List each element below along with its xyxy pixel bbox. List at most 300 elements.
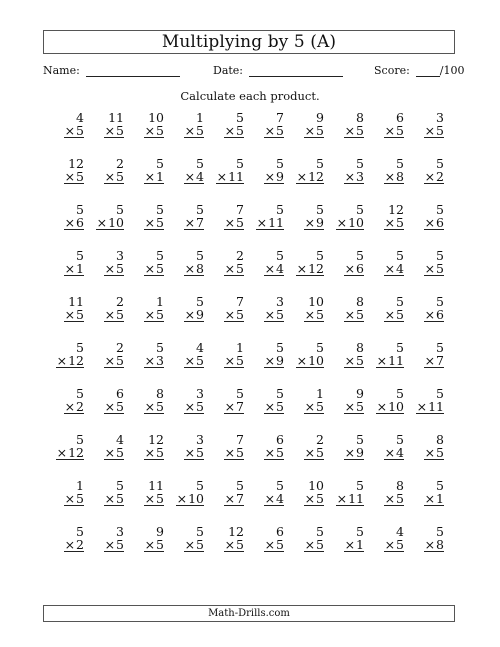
multiplier: 5 [316,491,324,506]
multiplicand: 5 [436,248,444,263]
times-sign: × [56,353,68,368]
times-sign: × [296,261,308,276]
multiplier: 5 [276,537,284,552]
multiplication-problem [252,387,292,433]
multiplicand: 11 [68,294,84,309]
multiplicand: 6 [396,110,404,125]
multiplicand: 11 [108,110,124,125]
score-blank [416,64,440,77]
times-sign: × [184,353,196,368]
multiplier-line [296,354,324,368]
multiplicand: 5 [356,524,364,539]
multiplier-line [144,354,164,368]
times-sign: × [296,169,308,184]
multiplication-problem [252,203,292,249]
multiplier: 5 [316,445,324,460]
multiplier-line [184,216,204,230]
multiplication-problem [252,433,292,479]
multiplicand: 1 [316,386,324,401]
multiplicand: 1 [196,110,204,125]
multiplicand: 5 [396,340,404,355]
multiplier-line [296,262,324,276]
multiplier: 5 [356,399,364,414]
times-sign: × [264,491,276,506]
multiplier: 5 [236,215,244,230]
multiplier-line [344,124,364,138]
multiplier-line [344,170,364,184]
multiplicand: 8 [396,478,404,493]
times-sign: × [184,445,196,460]
times-sign: × [384,169,396,184]
multiplier: 10 [388,399,404,414]
multiplicand: 5 [116,478,124,493]
multiplicand: 7 [236,202,244,217]
multiplier-line [264,400,284,414]
multiplicand: 5 [356,432,364,447]
multiplier: 7 [196,215,204,230]
multiplication-problem [132,387,172,433]
multiplicand: 5 [236,110,244,125]
times-sign: × [344,537,356,552]
multiplier: 9 [196,307,204,322]
multiplication-problem [332,433,372,479]
multiplication-problem [412,433,452,479]
multiplication-problem [372,295,412,341]
multiplier-line [104,538,124,552]
multiplier: 2 [76,399,84,414]
multiplication-problem [172,111,212,157]
multiplier: 5 [156,537,164,552]
multiplier: 5 [76,123,84,138]
multiplication-problem [132,525,172,571]
multiplicand: 9 [316,110,324,125]
multiplier-line [64,170,84,184]
multiplier: 5 [316,399,324,414]
multiplication-problem [212,433,252,479]
multiplier-line [264,262,284,276]
multiplication-problem [372,433,412,479]
multiplicand: 5 [396,156,404,171]
multiplication-problem [52,111,92,157]
multiplication-problem [412,295,452,341]
multiplier: 5 [236,537,244,552]
multiplicand: 5 [436,294,444,309]
multiplicand: 9 [156,524,164,539]
multiplicand: 3 [436,110,444,125]
times-sign: × [384,261,396,276]
multiplier: 5 [276,445,284,460]
multiplier: 5 [316,537,324,552]
multiplier-line [224,262,244,276]
multiplicand: 8 [436,432,444,447]
times-sign: × [384,307,396,322]
multiplier-line [264,124,284,138]
multiplier-line [144,538,164,552]
multiplier-line [344,400,364,414]
multiplier-line [416,400,444,414]
times-sign: × [424,169,436,184]
multiplier-line [104,400,124,414]
multiplicand: 12 [388,202,404,217]
times-sign: × [296,353,308,368]
multiplicand: 5 [276,156,284,171]
multiplier: 12 [68,445,84,460]
multiplier: 8 [196,261,204,276]
multiplier-line [424,354,444,368]
multiplier: 5 [156,215,164,230]
instructions: Calculate each product. [180,89,320,103]
multiplier-line [144,124,164,138]
multiplicand: 5 [436,478,444,493]
multiplier: 2 [436,169,444,184]
multiplier: 5 [196,537,204,552]
multiplication-problem [332,157,372,203]
multiplication-problem [292,479,332,525]
multiplication-problem [52,341,92,387]
multiplier-line [344,538,364,552]
times-sign: × [104,399,116,414]
multiplier: 5 [236,261,244,276]
multiplier: 8 [396,169,404,184]
times-sign: × [264,445,276,460]
multiplicand: 2 [116,340,124,355]
multiplier: 11 [348,491,364,506]
multiplier-line [264,354,284,368]
times-sign: × [424,445,436,460]
multiplier-line [336,492,364,506]
multiplier-line [64,538,84,552]
multiplier: 5 [396,215,404,230]
multiplier: 5 [236,353,244,368]
times-sign: × [344,353,356,368]
multiplier-line [384,308,404,322]
multiplier-line [216,170,244,184]
multiplication-problem [292,525,332,571]
multiplier-line [424,538,444,552]
multiplication-problem [92,341,132,387]
times-sign: × [344,445,356,460]
times-sign: × [224,215,236,230]
multiplication-problem [252,111,292,157]
multiplicand: 5 [196,524,204,539]
multiplication-problem [132,479,172,525]
times-sign: × [184,123,196,138]
multiplication-problem [92,157,132,203]
multiplier-line [64,308,84,322]
multiplicand: 12 [148,432,164,447]
times-sign: × [344,307,356,322]
multiplication-problem [372,249,412,295]
multiplier-line [104,170,124,184]
multiplication-problem [172,387,212,433]
multiplicand: 5 [236,478,244,493]
multiplicand: 3 [276,294,284,309]
times-sign: × [184,261,196,276]
multiplicand: 6 [116,386,124,401]
multiplier: 5 [396,537,404,552]
multiplicand: 5 [76,248,84,263]
times-sign: × [216,169,228,184]
multiplicand: 7 [276,110,284,125]
multiplication-problem [92,387,132,433]
multiplicand: 10 [308,294,324,309]
multiplier: 10 [188,491,204,506]
times-sign: × [264,261,276,276]
multiplication-problem [332,387,372,433]
multiplier-line [424,308,444,322]
multiplicand: 2 [116,156,124,171]
multiplier: 5 [436,445,444,460]
multiplicand: 5 [236,386,244,401]
multiplier-line [304,538,324,552]
multiplier: 5 [356,123,364,138]
times-sign: × [64,307,76,322]
multiplication-problem [412,111,452,157]
multiplier-line [424,124,444,138]
multiplication-problem [52,157,92,203]
multiplicand: 3 [116,248,124,263]
multiplicand: 1 [236,340,244,355]
multiplier-line [264,170,284,184]
multiplier: 11 [268,215,284,230]
multiplier-line [376,354,404,368]
multiplier-line [224,216,244,230]
times-sign: × [304,123,316,138]
times-sign: × [64,215,76,230]
multiplicand: 5 [236,156,244,171]
multiplier: 4 [196,169,204,184]
multiplier-line [224,538,244,552]
multiplication-problem [372,203,412,249]
multiplier: 3 [356,169,364,184]
name-field [43,64,180,77]
multiplication-problem [132,157,172,203]
times-sign: × [304,215,316,230]
multiplication-problem [332,111,372,157]
multiplier-line [184,354,204,368]
multiplier-line [264,538,284,552]
multiplier-line [104,308,124,322]
multiplication-problem [172,433,212,479]
multiplier: 5 [276,123,284,138]
multiplier: 5 [116,491,124,506]
multiplier-line [144,400,164,414]
times-sign: × [144,215,156,230]
multiplier: 5 [316,123,324,138]
multiplicand: 5 [196,478,204,493]
multiplication-problem [412,203,452,249]
multiplier-line [176,492,204,506]
times-sign: × [224,261,236,276]
multiplication-problem [252,249,292,295]
multiplication-problem [372,341,412,387]
multiplicand: 5 [76,340,84,355]
multiplier: 5 [116,169,124,184]
multiplication-problem [292,433,332,479]
multiplication-problem [92,203,132,249]
multiplicand: 5 [436,386,444,401]
multiplication-problem [412,479,452,525]
times-sign: × [144,123,156,138]
multiplier: 7 [436,353,444,368]
multiplication-problem [172,525,212,571]
multiplicand: 2 [236,248,244,263]
times-sign: × [64,261,76,276]
multiplicand: 12 [68,156,84,171]
multiplier-line [64,124,84,138]
multiplication-problem [212,387,252,433]
times-sign: × [144,491,156,506]
multiplicand: 5 [396,294,404,309]
multiplier: 1 [356,537,364,552]
multiplier-line [144,262,164,276]
multiplicand: 4 [76,110,84,125]
multiplier-line [424,170,444,184]
multiplicand: 3 [196,432,204,447]
multiplier: 5 [156,261,164,276]
multiplier: 9 [356,445,364,460]
multiplicand: 5 [356,478,364,493]
multiplier: 5 [156,123,164,138]
multiplier-line [184,262,204,276]
times-sign: × [384,491,396,506]
multiplier-line [56,354,84,368]
times-sign: × [304,537,316,552]
multiplier: 5 [196,399,204,414]
multiplication-problem [292,157,332,203]
multiplier-line [424,492,444,506]
multiplier: 6 [356,261,364,276]
multiplier-line [56,446,84,460]
multiplication-problem [132,295,172,341]
multiplication-problem [332,479,372,525]
multiplier-line [184,538,204,552]
multiplier-line [184,170,204,184]
multiplier-line [344,446,364,460]
times-sign: × [64,169,76,184]
times-sign: × [384,215,396,230]
multiplication-problem [292,295,332,341]
score-field [374,64,465,77]
multiplier-line [384,538,404,552]
multiplier: 4 [276,261,284,276]
multiplier-line [224,492,244,506]
multiplier: 4 [276,491,284,506]
multiplier-line [304,124,324,138]
multiplier: 5 [356,307,364,322]
multiplier: 1 [436,491,444,506]
multiplicand: 4 [116,432,124,447]
multiplicand: 5 [276,386,284,401]
multiplication-problem [92,111,132,157]
times-sign: × [224,537,236,552]
multiplication-problem [372,111,412,157]
multiplicand: 5 [356,202,364,217]
multiplication-problem [332,249,372,295]
multiplicand: 5 [76,386,84,401]
times-sign: × [384,537,396,552]
multiplier-line [344,308,364,322]
multiplication-problem [92,525,132,571]
multiplicand: 2 [316,432,324,447]
multiplicand: 8 [356,340,364,355]
multiplicand: 5 [116,202,124,217]
multiplication-problem [252,341,292,387]
times-sign: × [344,169,356,184]
multiplier: 6 [76,215,84,230]
multiplier: 5 [116,123,124,138]
times-sign: × [424,537,436,552]
multiplicand: 5 [316,156,324,171]
times-sign: × [96,215,108,230]
multiplicand: 5 [196,294,204,309]
times-sign: × [304,399,316,414]
multiplication-problem [172,157,212,203]
multiplication-problem [212,111,252,157]
times-sign: × [304,491,316,506]
multiplication-problem [332,525,372,571]
times-sign: × [144,353,156,368]
times-sign: × [144,399,156,414]
multiplicand: 4 [196,340,204,355]
multiplier-line [144,170,164,184]
multiplicand: 6 [276,432,284,447]
multiplier: 11 [428,399,444,414]
times-sign: × [424,307,436,322]
times-sign: × [336,491,348,506]
multiplier: 7 [236,491,244,506]
multiplier: 5 [156,399,164,414]
multiplier: 9 [276,353,284,368]
worksheet-title: Multiplying by 5 (A) [161,32,337,52]
multiplication-problem [212,295,252,341]
times-sign: × [104,261,116,276]
multiplier-line [184,124,204,138]
multiplier-line [144,216,164,230]
multiplicand: 5 [196,156,204,171]
multiplier-line [224,446,244,460]
multiplier-line [144,446,164,460]
multiplier-line [264,308,284,322]
times-sign: × [304,445,316,460]
multiplier: 11 [388,353,404,368]
times-sign: × [264,537,276,552]
times-sign: × [104,491,116,506]
multiplication-problem [212,157,252,203]
times-sign: × [264,353,276,368]
multiplier: 5 [276,307,284,322]
multiplicand: 8 [356,294,364,309]
multiplier-line [64,492,84,506]
multiplicand: 5 [436,340,444,355]
times-sign: × [104,353,116,368]
multiplier: 5 [76,169,84,184]
multiplication-problem [92,433,132,479]
multiplier: 5 [396,491,404,506]
multiplier-line [296,170,324,184]
multiplicand: 5 [316,248,324,263]
multiplication-problem [252,157,292,203]
times-sign: × [104,307,116,322]
multiplier-line [384,492,404,506]
times-sign: × [264,307,276,322]
multiplier: 5 [196,123,204,138]
multiplicand: 5 [76,432,84,447]
multiplication-problem [52,387,92,433]
multiplier: 5 [156,307,164,322]
multiplier-line [384,216,404,230]
times-sign: × [64,491,76,506]
